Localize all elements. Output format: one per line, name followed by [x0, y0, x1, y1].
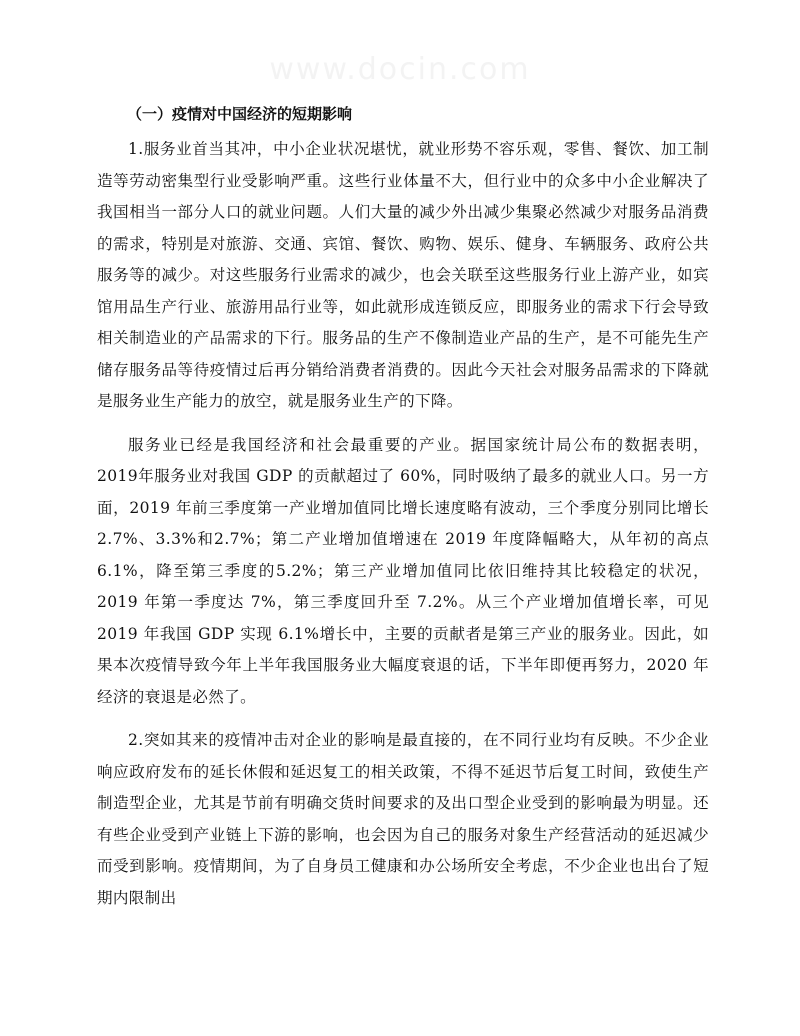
watermark: www.docin.com	[269, 52, 531, 87]
document-body	[97, 96, 709, 926]
paragraph-1: 1.服务业首当其冲，中小企业状况堪忧，就业形势不容乐观，零售、餐饮、加工制造等劳动密集型行业受影响严重。这些行业体量不大，但行业中的众多中小企业解决了我国相当一部分人口的就业问题。人们大量的减少外出减少集聚必然减少对服务品消费的需求，特别是对旅游、交通、宾馆、餐饮、购物、娱乐、健身、车辆服务、政府公共服务等的减少。对这些服务行业需求的减少，也会关联至这些服务行业上游产业，如宾馆用品生产行业、旅游用品行业等，如此就形成连锁反应，即服务业的需求下行会导致相关制造业的产品需求的下行。服务品的生产不像制造业产品的生产，是不可能先生产储存服务品等待疫情过后再分销给消费者消费的。因此今天社会对服务品需求的下降就是服务业生产能力的放空，就是服务业生产的下降。	[97, 140, 709, 410]
section-heading: （一）疫情对中国经济的短期影响	[127, 105, 353, 123]
paragraph-2: 服务业已经是我国经济和社会最重要的产业。据国家统计局公布的数据表明，2019年服务业对我国 GDP 的贡献超过了 60%，同时吸纳了最多的就业人口。另一方面，2019 年前三季度第一产业增加值同比增长速度略有波动，三个季度分别同比增长 2.7%、3.3%和2.7%；第二产业增加值增速在 2019 年度降幅略大，从年初的高点 6.1%，降至第三季度的5.2%；第三产业增加值同比依旧维持其比较稳定的状况，2019 年第一季度达 7%，第三季度回升至 7.2%。从三个产业增加值增长率，可见 2019 年我国 GDP 实现 6.1%增长中，主要的贡献者是第三产业的服务业。因此，如果本次疫情导致今年上半年我国服务业大幅度衰退的话，下半年即便再努力，2020 年经济的衰退是必然了。	[97, 435, 709, 706]
paragraph-3: 2.突如其来的疫情冲击对企业的影响是最直接的，在不同行业均有反映。不少企业响应政府发布的延长休假和延迟复工的相关政策，不得不延迟节后复工时间，致使生产制造型企业，尤其是节前有明确交货时间要求的及出口型企业受到的影响最为明显。还有些企业受到产业链上下游的影响，也会因为自己的服务对象生产经营活动的延迟减少而受到影响。疫情期间，为了自身员工健康和办公场所安全考虑，不少企业也出台了短期内限制出	[97, 731, 709, 907]
